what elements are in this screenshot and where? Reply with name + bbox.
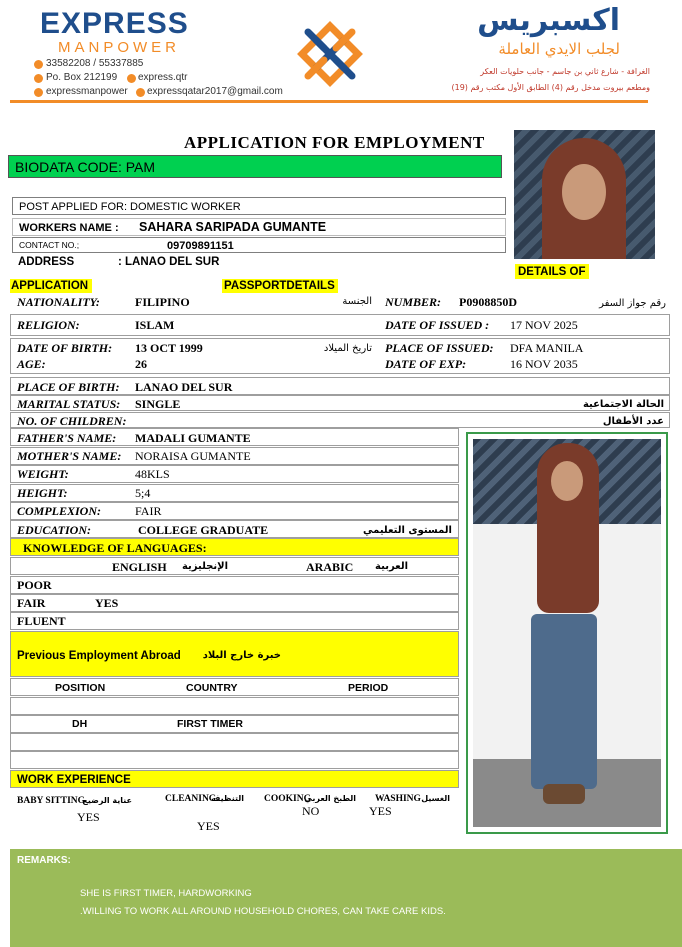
weight-row [10, 465, 459, 483]
washing-arabic: الغسيل [421, 794, 450, 803]
passport-number: P0908850D [459, 295, 517, 309]
age-label: AGE: [17, 357, 46, 371]
arabic-address-2: ومطعم بيروت مدخل رقم (4) الطابق الأول مكتب رقم (19) [451, 83, 650, 92]
arabic-brand-sub: لجلب الايدي العاملة [498, 40, 620, 58]
arabic-brand: اكسبريس [477, 3, 620, 38]
washing-value: YES [369, 804, 392, 818]
prev-employment-bar [10, 631, 459, 677]
arabic-address-1: الغرافة - شارع ثاني بن جاسم - جانب حلويات العكر [480, 67, 650, 76]
shoes-shape [543, 784, 585, 804]
jeans-shape [531, 614, 597, 789]
address-label: ADDRESS [18, 256, 75, 268]
english-label: ENGLISH [112, 560, 167, 574]
biodata-code: BIODATA CODE: PAM [15, 159, 156, 175]
passport-number-arabic: رقم جواز السفر [599, 298, 666, 309]
lang-fair-english: YES [95, 596, 119, 610]
brand-sub-text: MANPOWER [58, 39, 180, 56]
prev-country: FIRST TIMER [177, 718, 243, 730]
arabic-arabic: العربية [375, 561, 408, 572]
lang-fair-label: FAIR [17, 596, 46, 610]
lang-poor-label: POOR [17, 578, 52, 592]
father-label: FATHER'S NAME: [17, 431, 117, 445]
prev-employment-arabic: خبرة خارج البلاد [202, 650, 281, 661]
passport-details-label: PASSPORTDETAILS [224, 280, 335, 292]
education-arabic: المستوى التعليمي [363, 525, 452, 536]
complexion-value: FAIR [135, 504, 162, 518]
cleaning-value: YES [197, 819, 220, 833]
col-position: POSITION [55, 682, 106, 694]
nationality-label: NATIONALITY: [17, 295, 100, 309]
workers-name-label: WORKERS NAME : [19, 222, 119, 234]
marital-label: MARITAL STATUS: [17, 397, 121, 411]
father-value: MADALI GUMANTE [135, 431, 251, 445]
workers-name: SAHARA SARIPADA GUMANTE [139, 220, 327, 234]
remarks-line-2: .WILLING TO WORK ALL AROUND HOUSEHOLD CHORES, CAN TAKE CARE KIDS. [80, 906, 446, 917]
cleaning-arabic: التنظيف [211, 794, 244, 803]
dob-arabic: تاريخ الميلاد [323, 343, 372, 354]
height-value: 5;4 [135, 486, 151, 500]
date-exp-label: DATE OF EXP: [385, 357, 467, 371]
complexion-label: COMPLEXION: [17, 504, 102, 518]
passport-number-label: NUMBER: [385, 295, 442, 309]
marital-value: SINGLE [135, 397, 181, 411]
po-box: Po. Box 212199 [46, 72, 118, 83]
children-arabic: عدد الأطفال [602, 416, 664, 427]
religion-label: RELIGION: [17, 318, 80, 332]
pob-label: PLACE OF BIRTH: [17, 380, 120, 394]
prev-employment-heading: Previous Employment Abroad [17, 650, 181, 662]
washing-label: WASHING [375, 794, 421, 804]
prev-blank-row-2 [10, 733, 459, 751]
remarks-panel [10, 849, 682, 947]
date-issued-label: DATE OF ISSUED : [385, 318, 490, 332]
lang-poor-row [10, 576, 459, 594]
english-arabic: الإنجليزية [181, 561, 228, 572]
weight-label: WEIGHT: [17, 467, 69, 481]
marital-arabic: الحالة الاجتماعية [582, 399, 664, 410]
pob-value: LANAO DEL SUR [135, 380, 233, 394]
full-body-photo [473, 439, 661, 827]
dob-label: DATE OF BIRTH: [17, 341, 113, 355]
mother-label: MOTHER'S NAME: [17, 449, 122, 463]
remarks-label: REMARKS: [17, 855, 71, 866]
baby-sitting-label: BABY SITTING [17, 796, 86, 806]
cooking-arabic: الطبخ العربي [304, 794, 356, 803]
children-label: NO. OF CHILDREN: [17, 414, 127, 428]
lang-fair-row [10, 594, 459, 612]
col-country: COUNTRY [186, 682, 238, 694]
languages-heading-bar [10, 538, 459, 556]
date-exp-value: 16 NOV 2035 [510, 357, 578, 371]
post-applied: POST APPLIED FOR: DOMESTIC WORKER [19, 201, 241, 213]
baby-sitting-value: YES [77, 810, 100, 824]
website-text: express.qtr [138, 72, 188, 83]
education-value: COLLEGE GRADUATE [138, 523, 269, 537]
cooking-value: NO [302, 804, 320, 818]
social-handle: expressmanpower [46, 86, 128, 97]
phone-numbers: 33582208 / 55337885 [46, 58, 144, 69]
remarks-line-1: SHE IS FIRST TIMER, HARDWORKING [80, 888, 252, 899]
full-body-photo-frame [466, 432, 668, 834]
address-value: : LANAO DEL SUR [118, 256, 220, 268]
place-issued-label: PLACE OF ISSUED: [385, 341, 494, 355]
mother-value: NORAISA GUMANTE [135, 449, 251, 463]
face-shape [551, 461, 583, 501]
lang-fluent-row [10, 612, 459, 630]
age-value: 26 [135, 357, 147, 371]
place-issued-value: DFA MANILA [510, 341, 584, 355]
height-label: HEIGHT: [17, 486, 68, 500]
email-text: expressqatar2017@gmail.com [147, 86, 283, 97]
contact-value: 09709891151 [167, 240, 234, 252]
languages-heading: KNOWLEDGE OF LANGUAGES: [23, 541, 207, 555]
cooking-label: COOKING [264, 794, 311, 804]
baby-sitting-arabic: عناية الرضيع [82, 796, 132, 805]
date-issued-value: 17 NOV 2025 [510, 318, 578, 332]
weight-value: 48KLS [135, 467, 170, 481]
arabic-label: ARABIC [306, 560, 354, 574]
work-experience-bar [10, 770, 459, 788]
prev-blank-row [10, 697, 459, 715]
application-label: APPLICATION [11, 280, 89, 292]
nationality-value: FILIPINO [135, 295, 190, 309]
details-of: DETAILS OF [518, 266, 586, 278]
form-title: APPLICATION FOR EMPLOYMENT [184, 133, 485, 152]
prev-position: DH [72, 718, 88, 730]
dob-value: 13 OCT 1999 [135, 341, 203, 355]
height-row [10, 484, 459, 502]
work-experience-heading: WORK EXPERIENCE [17, 774, 131, 786]
nationality-arabic: الجنسة [342, 296, 372, 307]
religion-value: ISLAM [135, 318, 175, 332]
contact-label: CONTACT NO.; [19, 240, 80, 250]
lang-fluent-label: FLUENT [17, 614, 66, 628]
education-label: EDUCATION: [17, 523, 92, 537]
prev-blank-row-3 [10, 751, 459, 769]
cleaning-label: CLEANING [165, 794, 217, 804]
brand-logo-text: EXPRESS [40, 7, 189, 40]
col-period: PERIOD [348, 682, 389, 694]
